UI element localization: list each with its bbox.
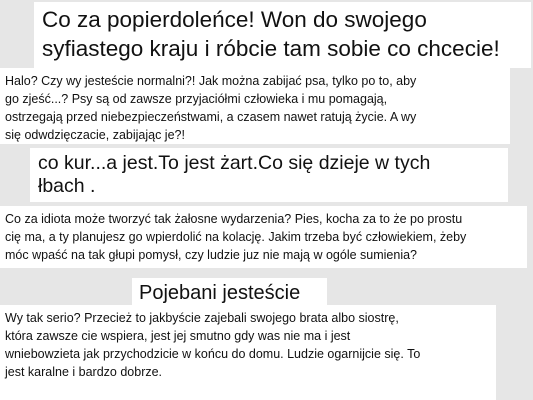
comment-line: Pojebani jesteście bbox=[139, 282, 301, 304]
comment-clip-6 bbox=[0, 305, 496, 400]
comment-line: która zawsze cie wspiera, jest jej smutno gdy was nie ma i jest bbox=[5, 329, 351, 343]
comment-line: Wy tak serio? Przecież to jakbyście zajebali swojego brata albo siostrę, bbox=[5, 311, 399, 325]
comment-line: ostrzegają przed niebezpieczeństwami, a czasem nawet ratują życie. A wy bbox=[5, 110, 417, 124]
comment-line: łbach . bbox=[38, 175, 96, 197]
comment-clip-1 bbox=[34, 2, 531, 68]
comment-line: móc wpaść na tak głupi pomysł, czy ludzie juz nie mają w ogóle sumienia? bbox=[5, 248, 417, 262]
comment-line: wniebowzieta jak przychodzicie w końcu do domu. Ludzie ogarnijcie się. To bbox=[5, 347, 421, 361]
comment-clip-4 bbox=[0, 206, 527, 268]
comment-line: się odwdzięczacie, zabijając je?! bbox=[5, 128, 185, 142]
comment-clip-3 bbox=[30, 148, 508, 202]
comment-line: cię ma, a ty planujesz go wpierdolić na kolację. Jakim trzeba być człowiekiem, żeby bbox=[5, 230, 467, 244]
comment-clip-2 bbox=[0, 68, 510, 144]
comment-line: Co za popierdoleńce! Won do swojego bbox=[42, 7, 427, 32]
comment-line: syfiastego kraju i róbcie tam sobie co chcecie! bbox=[42, 36, 500, 61]
comment-line: go zjeść...? Psy są od zawsze przyjaciółmi człowieka i mu pomagają, bbox=[5, 92, 388, 106]
comment-line: Co za idiota może tworzyć tak żałosne wydarzenia? Pies, kocha za to że po prostu bbox=[5, 212, 463, 226]
comment-line: Halo? Czy wy jesteście normalni?! Jak można zabijać psa, tylko po to, aby bbox=[5, 74, 417, 88]
comment-line: jest karalne i bardzo dobrze. bbox=[5, 365, 163, 379]
comment-line: co kur...a jest.To jest żart.Co się dzieje w tych bbox=[38, 152, 431, 174]
